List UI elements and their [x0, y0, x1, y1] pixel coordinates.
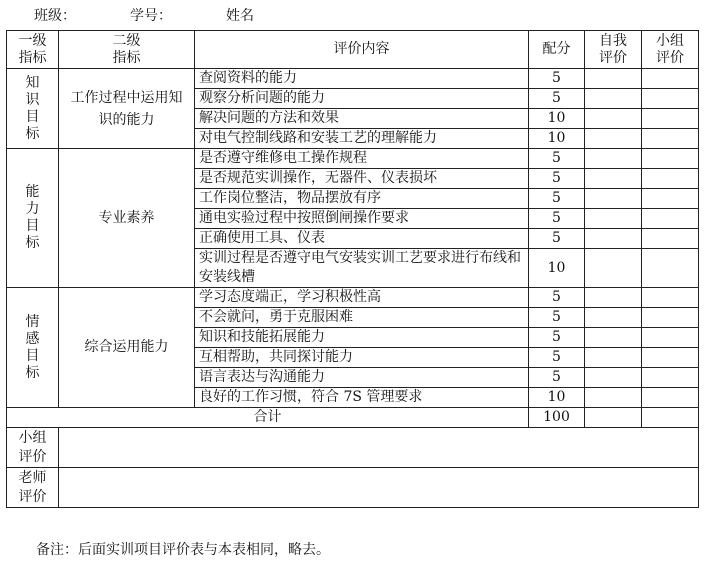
col-header-score: 配分: [529, 31, 585, 69]
group-eval-cell[interactable]: [642, 109, 699, 129]
self-eval-cell[interactable]: [585, 308, 642, 328]
score-cell: 5: [529, 69, 585, 89]
self-eval-cell[interactable]: [585, 229, 642, 249]
group-eval-cell[interactable]: [642, 169, 699, 189]
self-eval-cell[interactable]: [585, 89, 642, 109]
group-eval-cell[interactable]: [642, 368, 699, 388]
self-eval-cell[interactable]: [585, 388, 642, 408]
group-eval-cell[interactable]: [642, 149, 699, 169]
group-comment-field[interactable]: [59, 428, 699, 468]
content-cell: 是否遵守维修电工操作规程: [195, 149, 529, 169]
level2-cell: 工作过程中运用知识的能力: [59, 69, 195, 149]
group-eval-cell[interactable]: [642, 129, 699, 149]
self-eval-cell[interactable]: [585, 348, 642, 368]
self-eval-cell[interactable]: [585, 209, 642, 229]
score-cell: 5: [529, 169, 585, 189]
self-eval-cell[interactable]: [585, 149, 642, 169]
table-header-row: [7, 31, 699, 69]
col-header-level1: 一级 指标: [7, 31, 59, 69]
student-info-header: [0, 6, 704, 26]
col-header-group-eval: 小组 评价: [642, 31, 699, 69]
total-row: [7, 408, 699, 428]
self-eval-cell[interactable]: [585, 169, 642, 189]
total-label: 合计: [7, 408, 529, 428]
score-cell: 5: [529, 348, 585, 368]
col-header-content: 评价内容: [195, 31, 529, 69]
group-eval-cell[interactable]: [642, 89, 699, 109]
group-eval-cell[interactable]: [642, 288, 699, 308]
self-eval-total-cell[interactable]: [585, 408, 642, 428]
content-cell: 观察分析问题的能力: [195, 89, 529, 109]
content-cell: 互相帮助，共同探讨能力: [195, 348, 529, 368]
score-cell: 5: [529, 89, 585, 109]
level2-cell: 专业素养: [59, 149, 195, 288]
score-cell: 5: [529, 368, 585, 388]
score-cell: 5: [529, 288, 585, 308]
score-cell: 10: [529, 249, 585, 288]
score-cell: 5: [529, 189, 585, 209]
content-cell: 知识和技能拓展能力: [195, 328, 529, 348]
group-eval-cell[interactable]: [642, 348, 699, 368]
evaluation-table: [6, 30, 699, 508]
level1-cell-emotion: 情 感 目 标: [7, 288, 59, 408]
col-header-level2: 二级 指标: [59, 31, 195, 69]
score-cell: 5: [529, 149, 585, 169]
content-cell: 解决问题的方法和效果: [195, 109, 529, 129]
group-eval-cell[interactable]: [642, 308, 699, 328]
score-cell: 10: [529, 129, 585, 149]
table-row: [7, 288, 699, 308]
level2-cell: 综合运用能力: [59, 288, 195, 408]
col-header-self-eval: 自我 评价: [585, 31, 642, 69]
table-row: [7, 149, 699, 169]
self-eval-cell[interactable]: [585, 69, 642, 89]
group-eval-cell[interactable]: [642, 69, 699, 89]
footnote: 备注：后面实训项目评价表与本表相同，略去。: [36, 542, 330, 558]
self-eval-cell[interactable]: [585, 129, 642, 149]
group-eval-cell[interactable]: [642, 249, 699, 288]
content-cell: 是否规范实训操作，无器件、仪表损坏: [195, 169, 529, 189]
content-cell: 通电实验过程中按照倒闸操作要求: [195, 209, 529, 229]
self-eval-cell[interactable]: [585, 249, 642, 288]
content-cell: 学习态度端正，学习积极性高: [195, 288, 529, 308]
self-eval-cell[interactable]: [585, 109, 642, 129]
score-cell: 10: [529, 109, 585, 129]
teacher-comment-field[interactable]: [59, 468, 699, 508]
self-eval-cell[interactable]: [585, 288, 642, 308]
group-eval-cell[interactable]: [642, 229, 699, 249]
group-comment-label: 小组 评价: [7, 428, 59, 468]
class-label: 班级：: [34, 8, 76, 24]
self-eval-cell[interactable]: [585, 328, 642, 348]
level1-cell-knowledge: 知 识 目 标: [7, 69, 59, 149]
content-cell: 不会就问，勇于克服困难: [195, 308, 529, 328]
content-cell: 工作岗位整洁，物品摆放有序: [195, 189, 529, 209]
score-cell: 5: [529, 209, 585, 229]
level1-cell-ability: 能 力 目 标: [7, 149, 59, 288]
score-cell: 5: [529, 229, 585, 249]
content-cell: 语言表达与沟通能力: [195, 368, 529, 388]
group-eval-total-cell[interactable]: [642, 408, 699, 428]
teacher-comment-row: [7, 468, 699, 508]
content-cell: 对电气控制线路和安装工艺的理解能力: [195, 129, 529, 149]
self-eval-cell[interactable]: [585, 189, 642, 209]
content-cell: 正确使用工具、仪表: [195, 229, 529, 249]
self-eval-cell[interactable]: [585, 368, 642, 388]
group-eval-cell[interactable]: [642, 388, 699, 408]
group-eval-cell[interactable]: [642, 328, 699, 348]
name-label: 姓名: [226, 8, 254, 24]
group-eval-cell[interactable]: [642, 189, 699, 209]
content-cell: 查阅资料的能力: [195, 69, 529, 89]
score-cell: 5: [529, 308, 585, 328]
content-cell: 实训过程是否遵守电气安装实训工艺要求进行布线和安装线槽: [195, 249, 529, 288]
content-cell: 良好的工作习惯，符合 7S 管理要求: [195, 388, 529, 408]
group-comment-row: [7, 428, 699, 468]
group-eval-cell[interactable]: [642, 209, 699, 229]
table-row: [7, 69, 699, 89]
total-score: 100: [529, 408, 585, 428]
score-cell: 5: [529, 328, 585, 348]
teacher-comment-label: 老师 评价: [7, 468, 59, 508]
student-id-label: 学号：: [130, 8, 172, 24]
score-cell: 10: [529, 388, 585, 408]
